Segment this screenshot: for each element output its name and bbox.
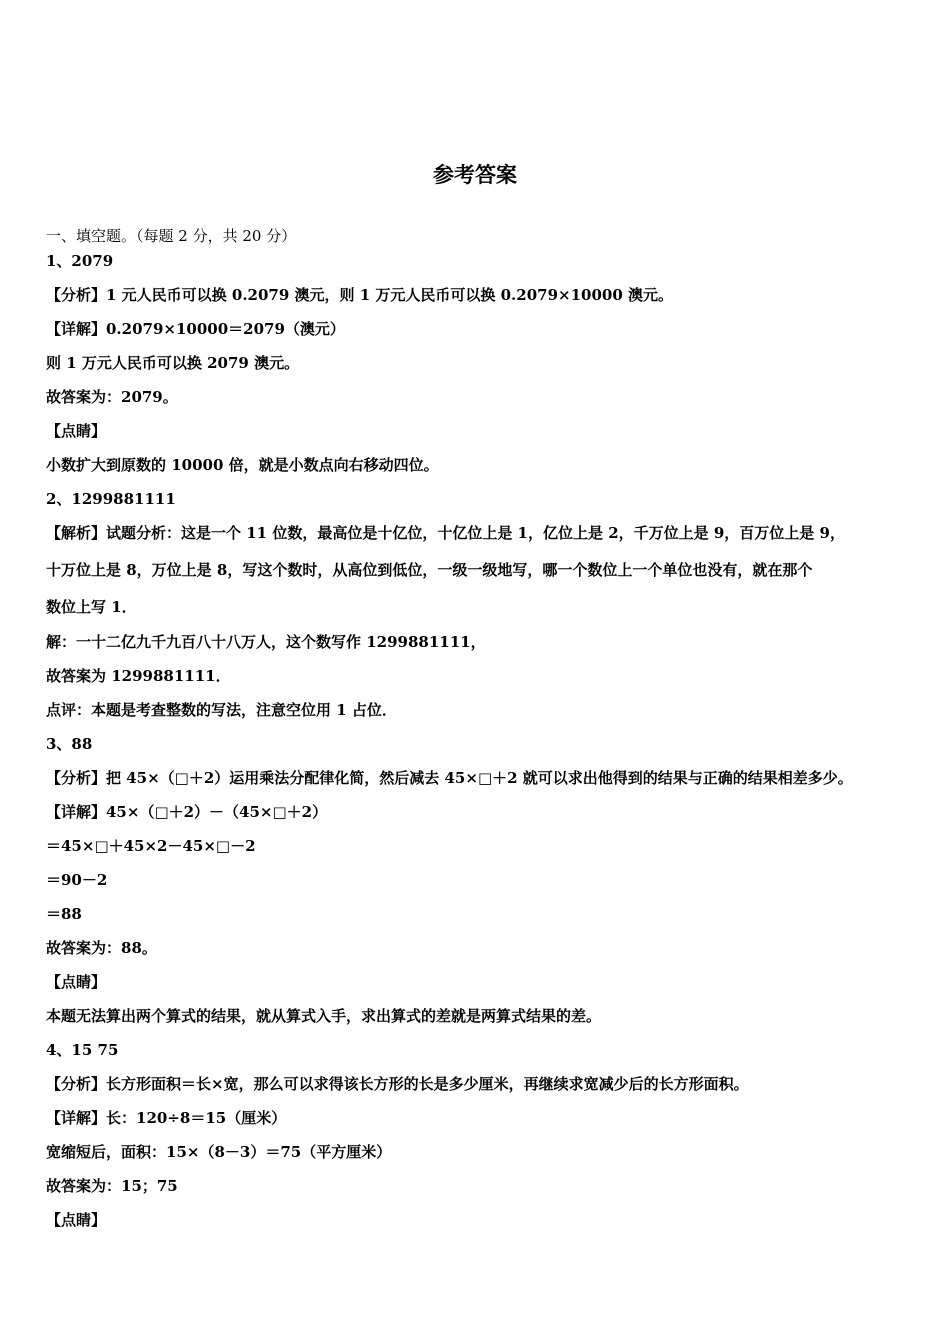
q3-step-3: ＝88: [46, 905, 82, 923]
q4-conclusion: 故答案为：15；75: [46, 1177, 178, 1195]
q3-step-2: ＝90－2: [46, 871, 108, 889]
page-title: 参考答案: [433, 162, 517, 187]
section-heading: 一、填空题。（每题 2 分，共 20 分）: [46, 227, 297, 245]
q3-tip-label: 【点睛】: [46, 973, 107, 991]
q3-tip: 本题无法算出两个算式的结果，就从算式入手，求出算式的差就是两算式结果的差。: [46, 1007, 602, 1025]
q1-detail: 【详解】0.2079×10000＝2079（澳元）: [46, 320, 345, 338]
q2-explain-3: 数位上写 1．: [46, 598, 137, 616]
q3-analysis: 【分析】把 45×（□＋2）运用乘法分配律化简，然后减去 45×□＋2 就可以求出他得到的结果与正确的结果相差多少。: [46, 769, 853, 787]
q1-answer: 1、2079: [46, 252, 114, 270]
q2-conclusion: 故答案为 1299881111．: [46, 667, 231, 685]
q2-answer: 2、1299881111: [46, 490, 176, 508]
q3-conclusion: 故答案为：88。: [46, 939, 157, 957]
q4-tip-label: 【点睛】: [46, 1211, 107, 1229]
q2-solution: 解：一十二亿九千九百八十八万人，这个数写作 1299881111，: [46, 633, 486, 651]
q4-detail-2: 宽缩短后，面积：15×（8－3）＝75（平方厘米）: [46, 1143, 392, 1161]
q2-explain-1: 【解析】试题分析：这是一个 11 位数，最高位是十亿位，十亿位上是 1，亿位上是 2，千万位上是 9，百万位上是 9，: [46, 524, 845, 542]
q1-conclusion: 故答案为：2079。: [46, 388, 178, 406]
q2-explain-2: 十万位上是 8，万位上是 8，写这个数时，从高位到低位，一级一级地写，哪一个数位上一个单位也没有，就在那个: [46, 561, 813, 579]
q1-detail-2: 则 1 万元人民币可以换 2079 澳元。: [46, 354, 300, 372]
q4-analysis: 【分析】长方形面积＝长×宽，那么可以求得该长方形的长是多少厘米，再继续求宽减少后的长方形面积。: [46, 1075, 749, 1093]
q1-analysis: 【分析】1 元人民币可以换 0.2079 澳元，则 1 万元人民币可以换 0.2079×10000 澳元。: [46, 286, 673, 304]
q3-step-1: ＝45×□＋45×2－45×□－2: [46, 837, 256, 855]
q3-answer: 3、88: [46, 735, 93, 753]
q1-tip: 小数扩大到原数的 10000 倍，就是小数点向右移动四位。: [46, 456, 439, 474]
q2-comment: 点评：本题是考查整数的写法，注意空位用 1 占位．: [46, 701, 397, 719]
q4-detail: 【详解】长：120÷8＝15（厘米）: [46, 1109, 287, 1127]
q4-answer: 4、15 75: [46, 1041, 119, 1059]
q3-detail: 【详解】45×（□＋2）－（45×□＋2）: [46, 803, 328, 821]
q1-tip-label: 【点睛】: [46, 422, 107, 440]
